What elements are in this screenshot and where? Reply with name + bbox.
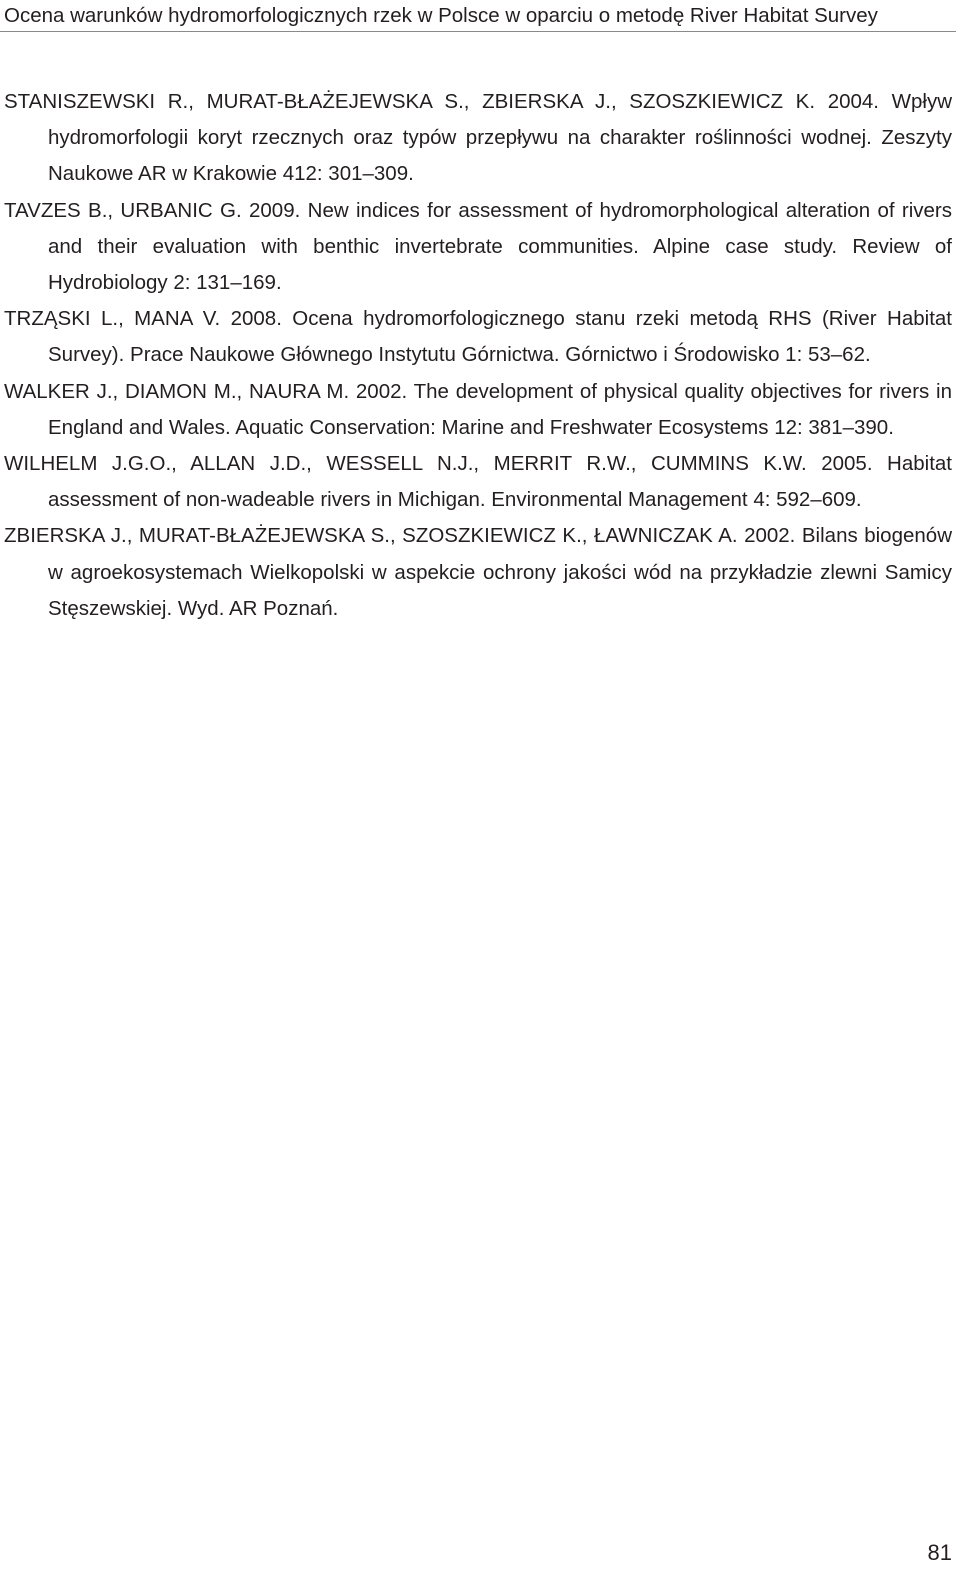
reference-item: ZBIERSKA J., MURAT-BŁAŻEJEWSKA S., SZOSZKIEWICZ K., ŁAWNICZAK A. 2002. Bilans biogenów w agroekosystemach Wielkopolski w aspekcie ochrony jakości wód na przykładzie zlewni Samicy Stęszewskiej. Wyd. AR Poznań.: [4, 524, 952, 620]
reference-item: WILHELM J.G.O., ALLAN J.D., WESSELL N.J., MERRIT R.W., CUMMINS K.W. 2005. Habitat assessment of non-wadeable rivers in Michigan. Environmental Management 4: 592–609.: [4, 452, 952, 512]
reference-item: STANISZEWSKI R., MURAT-BŁAŻEJEWSKA S., ZBIERSKA J., SZOSZKIEWICZ K. 2004. Wpływ hydromorfologii koryt rzecznych oraz typów przepływu na charakter roślinności wodnej. Zeszyty Naukowe AR w Krakowie 412: 301–309.: [4, 90, 952, 186]
header-rule: [0, 31, 956, 32]
page-number: 81: [927, 1540, 952, 1565]
reference-list: [4, 84, 952, 627]
running-header: Ocena warunków hydromorfologicznych rzek w Polsce w oparciu o metodę River Habitat Survey: [4, 4, 878, 27]
reference-item: TAVZES B., URBANIC G. 2009. New indices for assessment of hydromorphological alteration of rivers and their evaluation with benthic invertebrate communities. Alpine case study. Review of Hydrobiology 2: 131–169.: [4, 198, 952, 295]
reference-item: TRZĄSKI L., MANA V. 2008. Ocena hydromorfologicznego stanu rzeki metodą RHS (River Habitat Survey). Prace Naukowe Głównego Instytutu Górnictwa. Górnictwo i Środowisko 1: 53–62.: [4, 307, 952, 367]
reference-item: WALKER J., DIAMON M., NAURA M. 2002. The development of physical quality objectives for rivers in England and Wales. Aquatic Conservation: Marine and Freshwater Ecosystems 12: 381–390.: [4, 379, 952, 439]
